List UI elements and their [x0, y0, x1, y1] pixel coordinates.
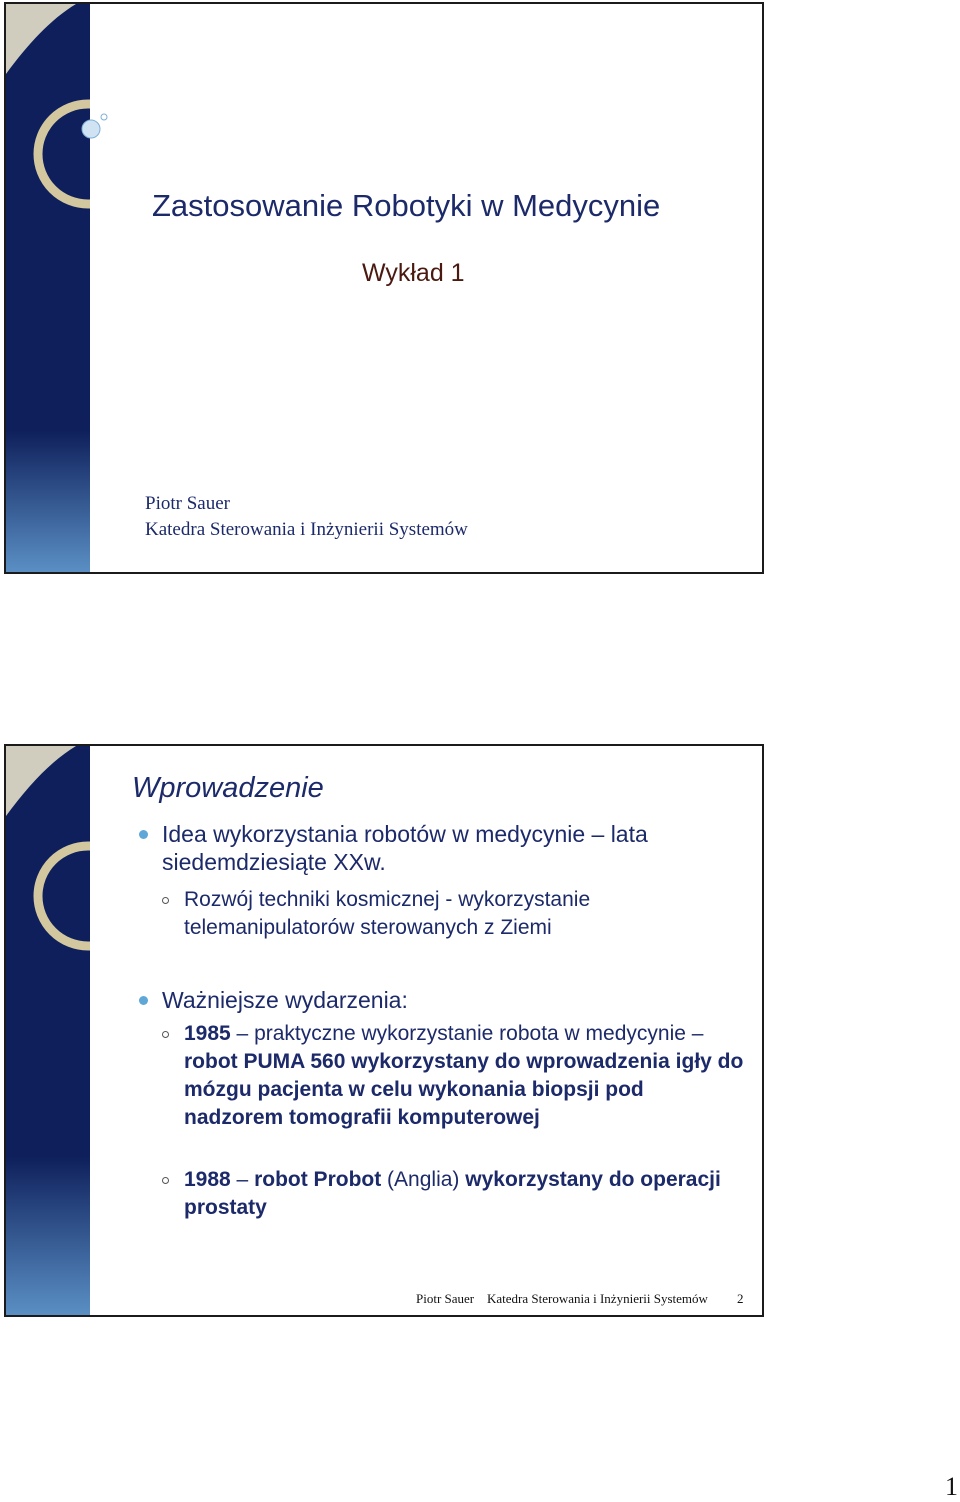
event-text-bold: robot PUMA 560 wykorzystany do wprowadzenia igły do mózgu pacjenta w celu wykonania biopsji pod nadzorem tomografii komputerowej [184, 1050, 744, 1129]
slide-title: Wprowadzenie [132, 772, 324, 804]
author-name: Piotr Sauer [145, 493, 230, 514]
event-year: 1988 [184, 1168, 231, 1191]
event-dash: – [230, 1168, 255, 1191]
sub-bullet-icon [162, 897, 169, 904]
slide-subtitle: Wykład 1 [362, 259, 465, 287]
footer-department: Katedra Sterowania i Inżynierii Systemów [487, 1291, 708, 1306]
event-dash: – [230, 1022, 255, 1045]
slide-sidebar-decoration [6, 4, 90, 572]
author-block [145, 491, 468, 543]
sub-bullet-icon [162, 1177, 169, 1184]
title-slide [4, 2, 764, 574]
sub-bullet-space [184, 886, 744, 942]
slide-sidebar-decoration [6, 746, 90, 1315]
event-year: 1985 [184, 1022, 231, 1045]
sub-bullet-icon [162, 1031, 169, 1038]
event-text-bold: wykorzystany do operacji prostaty [184, 1168, 721, 1219]
bullet-text: Idea wykorzystania robotów w medycynie – lata siedemdziesiąte XXw. [162, 821, 648, 875]
event-text: (Anglia) [381, 1168, 466, 1191]
footer-slide-number: 2 [737, 1291, 744, 1306]
intro-slide [4, 744, 764, 1317]
bullet-icon [139, 830, 148, 839]
sub-bullet-text: Rozwój techniki kosmicznej - wykorzystanie telemanipulatorów sterowanych z Ziemi [184, 888, 591, 939]
slide-title: Zastosowanie Robotyki w Medycynie [152, 188, 661, 223]
bullet-events [162, 986, 742, 1014]
author-department: Katedra Sterowania i Inżynierii Systemów [145, 519, 468, 540]
event-text-bold: robot Probot [254, 1168, 382, 1191]
sub-bullet-1985 [184, 1020, 744, 1132]
sub-bullet-1988 [184, 1166, 744, 1222]
bullet-text: Ważniejsze wydarzenia: [162, 987, 408, 1013]
footer-author: Piotr Sauer [416, 1291, 475, 1306]
bullet-icon [139, 996, 148, 1005]
event-text: praktyczne wykorzystanie robota w medycynie – [254, 1022, 704, 1045]
bullet-idea [162, 820, 742, 876]
page-number: 1 [945, 1472, 958, 1501]
